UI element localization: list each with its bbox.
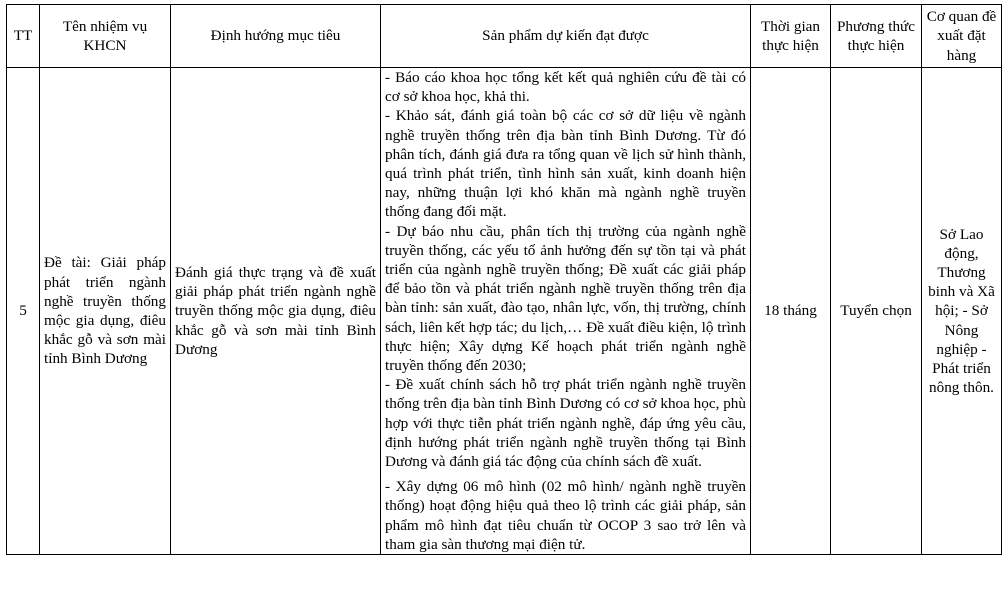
header-tt: TT xyxy=(7,5,40,68)
header-row xyxy=(7,5,1002,68)
header-time: Thời gian thực hiện xyxy=(751,5,831,68)
product-item: - Báo cáo khoa học tổng kết kết quả nghiên cứu đề tài có cơ sở khoa học, khả thi. xyxy=(385,69,746,106)
task-table xyxy=(6,4,1002,555)
table-row xyxy=(7,68,1002,555)
cell-products xyxy=(381,68,751,555)
cell-time: 18 tháng xyxy=(751,68,831,555)
header-method: Phương thức thực hiện xyxy=(831,5,922,68)
cell-method: Tuyển chọn xyxy=(831,68,922,555)
product-item: - Khảo sát, đánh giá toàn bộ các cơ sở dữ liệu về ngành nghề truyền thống trên địa bàn tỉnh Bình Dương. Từ đó phân tích, đánh giá đưa ra tổng quan về lịch sử hình thành, quá trình phát triển, tình hình sản xuất, kinh doanh hiện nay, những thuận lợi khó khăn mà ngành nghề truyền thống đang đối mặt. xyxy=(385,107,746,221)
product-item: - Dự báo nhu cầu, phân tích thị trường của ngành nghề truyền thống, các yếu tố ảnh hưởng đến sự tồn tại và phát triển của ngành nghề truyền thống; Đề xuất các giải pháp để bảo tồn và phát triển ngành nghề truyền thống trên địa bàn tỉnh: sản xuất, đào tạo, nhân lực, vốn, thị trường, chính sách, liên kết hợp tác; du lịch,… Đề xuất điều kiện, lộ trình thực hiện; Xây dựng Kế hoạch phát triển ngành nghề truyền thống đến 2030; xyxy=(385,222,746,375)
cell-task-name: Đề tài: Giải pháp phát triển ngành nghề truyền thống mộc gia dụng, điêu khắc gỗ và sơn mài tỉnh Bình Dương xyxy=(40,68,171,555)
product-item: - Đề xuất chính sách hỗ trợ phát triển ngành nghề truyền thống trên địa bàn tỉnh Bình Dương có cơ sở khoa học, phù hợp với thực tiễn phát triển ngành nghề, đáp ứng yêu cầu, định hướng phát triển ngành nghề truyền thống tại Bình Dương và đánh giá tác động của chính sách đề xuất. xyxy=(385,376,746,471)
cell-agency: Sở Lao động, Thương binh và Xã hội; - Sở Nông nghiệp - Phát triển nông thôn. xyxy=(922,68,1002,555)
header-task-name: Tên nhiệm vụ KHCN xyxy=(40,5,171,68)
cell-goal: Đánh giá thực trạng và đề xuất giải pháp phát triển ngành nghề truyền thống mộc gia dụng, điêu khắc gỗ và sơn mài tỉnh Bình Dương xyxy=(171,68,381,555)
header-products: Sản phẩm dự kiến đạt được xyxy=(381,5,751,68)
header-agency: Cơ quan đề xuất đặt hàng xyxy=(922,5,1002,68)
product-item: - Xây dựng 06 mô hình (02 mô hình/ ngành nghề truyền thống) hoạt động hiệu quả theo lộ trình các giải pháp, sản phẩm mô hình đạt tiêu chuẩn từ OCOP 3 sao trở lên và tham gia sàn thương mại điện tử. xyxy=(385,478,746,553)
header-goal: Định hướng mục tiêu xyxy=(171,5,381,68)
cell-tt: 5 xyxy=(7,68,40,555)
